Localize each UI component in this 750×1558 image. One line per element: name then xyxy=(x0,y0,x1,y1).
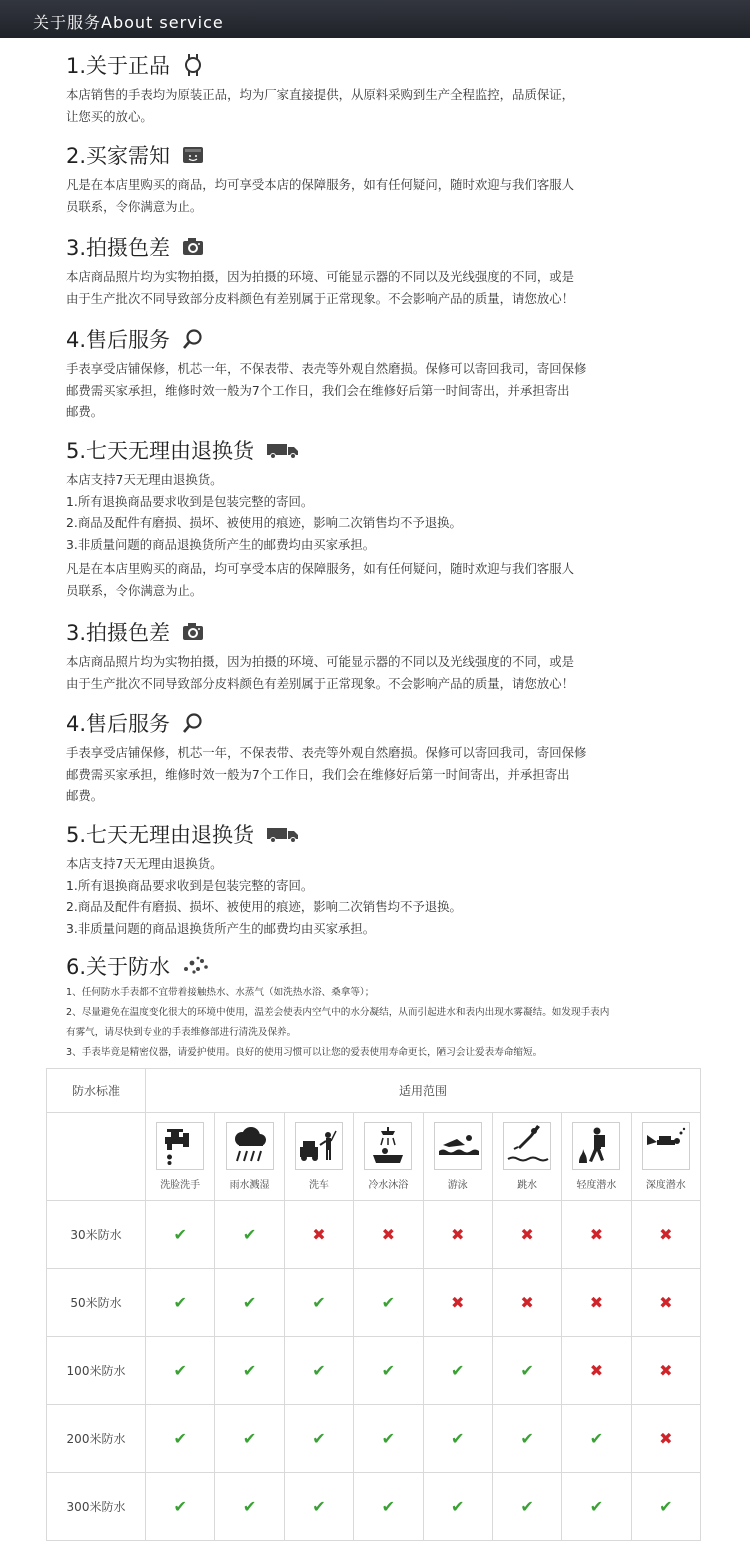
section-title: 4.售后服务 xyxy=(66,712,171,736)
text-line: 1.所有退换商品要求收到是包装完整的寄回。 xyxy=(66,877,314,893)
rating-row xyxy=(47,1269,701,1337)
rating-cell xyxy=(562,1269,631,1337)
check-icon: ✔ xyxy=(589,1497,604,1516)
cross-icon: ✖ xyxy=(659,1225,673,1244)
cross-icon: ✖ xyxy=(450,1225,465,1244)
water-drops-icon xyxy=(182,955,210,977)
blank-cell xyxy=(47,1113,146,1201)
rating-cell xyxy=(492,1337,561,1405)
check-icon: ✔ xyxy=(520,1497,534,1516)
text-line: 本店商品照片均为实物拍摄，因为拍摄的环境、可能显示器的不同以及光线强度的不同，或是 xyxy=(66,654,575,669)
text-line: 本店支持7天无理由退换货。 xyxy=(66,856,223,871)
section-seven-day-return xyxy=(66,437,676,601)
rating-cell xyxy=(423,1473,492,1541)
smile-box-icon xyxy=(182,144,204,166)
activity-cell xyxy=(562,1113,631,1201)
activity-label: 冷水沐浴 xyxy=(368,1180,409,1191)
text-line: 邮费。 xyxy=(66,404,104,419)
rating-cell xyxy=(631,1269,700,1337)
header-title-cn: 关于服务 xyxy=(33,13,102,32)
text-line: 邮费需买家承担，维修时效一般为7个工作日，我们会在维修好后第一时间寄出，并承担寄出 xyxy=(66,766,570,782)
note-line: 有雾气，请尽快到专业的手表维修部进行清洗及保养。 xyxy=(66,1027,297,1038)
search-icon xyxy=(182,712,204,734)
section-title: 6.关于防水 xyxy=(66,955,171,979)
header-standard: 防水标准 xyxy=(47,1069,146,1113)
section-title: 2.买家需知 xyxy=(66,144,171,168)
cross-icon: ✖ xyxy=(659,1361,673,1380)
activity-label: 游泳 xyxy=(447,1180,468,1191)
cross-icon: ✖ xyxy=(381,1225,396,1244)
check-icon: ✔ xyxy=(520,1429,534,1448)
rating-label: 50米防水 xyxy=(47,1269,146,1337)
section-title: 3.拍摄色差 xyxy=(66,236,171,260)
section-after-sales xyxy=(66,326,676,423)
check-icon: ✔ xyxy=(450,1429,465,1448)
check-icon: ✔ xyxy=(242,1293,257,1312)
text-line: 手表享受店铺保修，机芯一年，不保表带、表壳等外观自然磨损。保修可以寄回我司，寄回保修 xyxy=(66,361,587,376)
activity-cell xyxy=(631,1113,700,1201)
cross-icon: ✖ xyxy=(659,1293,673,1312)
check-icon: ✔ xyxy=(659,1497,673,1516)
text-line: 邮费需买家承担，维修时效一般为7个工作日，我们会在维修好后第一时间寄出，并承担寄出 xyxy=(66,382,570,398)
check-icon: ✔ xyxy=(173,1497,187,1516)
header-bar xyxy=(0,0,750,38)
note-line: 3、手表毕竟是精密仪器，请爱护使用。良好的使用习惯可以让您的爱表使用寿命更长，陋习会让爱表寿命缩短。 xyxy=(66,1047,543,1058)
section-waterproof xyxy=(66,953,676,981)
activity-label: 洗脸洗手 xyxy=(160,1180,201,1191)
rating-label: 30米防水 xyxy=(47,1201,146,1269)
check-icon: ✔ xyxy=(381,1361,396,1380)
deep-scuba-icon xyxy=(642,1122,690,1170)
text-line: 手表享受店铺保修，机芯一年，不保表带、表壳等外观自然磨损。保修可以寄回我司，寄回保修 xyxy=(66,745,587,760)
text-line: 2.商品及配件有磨损、损坏、被使用的痕迹，影响二次销售均不予退换。 xyxy=(66,899,462,914)
text-line: 员联系，令你满意为止。 xyxy=(66,582,203,598)
rating-cell xyxy=(492,1473,561,1541)
check-icon: ✔ xyxy=(589,1429,604,1448)
text-line: 让您买的放心。 xyxy=(66,108,153,124)
activity-cell xyxy=(354,1113,423,1201)
activity-cell xyxy=(284,1113,353,1201)
section-color-difference-repeat xyxy=(66,619,676,694)
text-line: 员联系，令你满意为止。 xyxy=(66,198,203,214)
check-icon: ✔ xyxy=(381,1497,396,1516)
rating-cell xyxy=(562,1473,631,1541)
rating-cell xyxy=(215,1201,284,1269)
rating-label: 300米防水 xyxy=(47,1473,146,1541)
check-icon: ✔ xyxy=(173,1225,187,1244)
rating-cell xyxy=(146,1337,215,1405)
activity-label: 雨水溅湿 xyxy=(229,1180,270,1191)
text-line: 凡是在本店里购买的商品，均可享受本店的保障服务，如有任何疑问，随时欢迎与我们客服人 xyxy=(66,177,575,192)
cross-icon: ✖ xyxy=(589,1225,604,1244)
diving-icon xyxy=(503,1122,551,1170)
check-icon: ✔ xyxy=(312,1361,326,1380)
section-title: 1.关于正品 xyxy=(66,54,171,78)
cross-icon: ✖ xyxy=(450,1293,465,1312)
camera-icon xyxy=(182,621,204,643)
activity-cell xyxy=(423,1113,492,1201)
rating-cell xyxy=(631,1405,700,1473)
rating-row xyxy=(47,1337,701,1405)
rating-label: 200米防水 xyxy=(47,1405,146,1473)
section-title: 3.拍摄色差 xyxy=(66,621,171,645)
rating-cell xyxy=(631,1473,700,1541)
cross-icon: ✖ xyxy=(520,1225,534,1244)
check-icon: ✔ xyxy=(450,1361,465,1380)
activity-label: 轻度潜水 xyxy=(576,1180,617,1191)
activity-label: 洗车 xyxy=(308,1180,329,1191)
rating-cell xyxy=(146,1269,215,1337)
text-line: 3.非质量问题的商品退换货所产生的邮费均由买家承担。 xyxy=(66,920,376,936)
text-line: 本店支持7天无理由退换货。 xyxy=(66,472,223,487)
section-after-sales-repeat xyxy=(66,710,676,807)
swimmer-icon xyxy=(434,1122,482,1170)
truck-icon xyxy=(266,439,300,461)
rating-cell xyxy=(423,1201,492,1269)
rating-cell xyxy=(423,1405,492,1473)
check-icon: ✔ xyxy=(520,1361,534,1380)
rating-cell xyxy=(354,1337,423,1405)
shower-icon xyxy=(364,1122,412,1170)
activity-cell xyxy=(215,1113,284,1201)
rating-cell xyxy=(354,1405,423,1473)
section-title: 5.七天无理由退换货 xyxy=(66,823,255,847)
rating-cell xyxy=(284,1201,353,1269)
section-genuine xyxy=(66,52,676,127)
section-seven-day-return-repeat xyxy=(66,821,676,939)
note-line: 1、任何防水手表都不宜带着接触热水、水蒸气（如洗热水浴、桑拿等）； xyxy=(66,987,375,998)
activity-row xyxy=(47,1113,701,1201)
rating-cell xyxy=(631,1201,700,1269)
rain-cloud-icon xyxy=(226,1122,274,1170)
check-icon: ✔ xyxy=(242,1361,257,1380)
rating-row xyxy=(47,1473,701,1541)
cross-icon: ✖ xyxy=(589,1361,604,1380)
section-color-difference xyxy=(66,234,676,309)
rating-cell xyxy=(215,1405,284,1473)
faucet-icon xyxy=(156,1122,204,1170)
rating-cell xyxy=(284,1337,353,1405)
rating-cell xyxy=(146,1473,215,1541)
car-wash-icon xyxy=(295,1122,343,1170)
rating-cell xyxy=(354,1473,423,1541)
rating-cell xyxy=(284,1405,353,1473)
check-icon: ✔ xyxy=(242,1497,257,1516)
rating-cell xyxy=(492,1201,561,1269)
text-line: 本店商品照片均为实物拍摄，因为拍摄的环境、可能显示器的不同以及光线强度的不同，或是 xyxy=(66,269,575,284)
check-icon: ✔ xyxy=(381,1429,396,1448)
activity-label: 跳水 xyxy=(517,1180,538,1191)
note-line: 2、尽量避免在温度变化很大的环境中使用，温差会使表内空气中的水分凝结，从而引起进水和表内出现水雾凝结。如发现手表内 xyxy=(66,1007,610,1018)
text-line: 由于生产批次不同导致部分皮料颜色有差别属于正常现象。不会影响产品的质量，请您放心！ xyxy=(66,290,575,306)
rating-cell xyxy=(423,1337,492,1405)
text-line: 本店销售的手表均为原装正品，均为厂家直接提供，从原料采购到生产全程监控，品质保证， xyxy=(66,87,575,102)
check-icon: ✔ xyxy=(312,1429,326,1448)
rating-cell xyxy=(354,1201,423,1269)
check-icon: ✔ xyxy=(312,1497,326,1516)
check-icon: ✔ xyxy=(450,1497,465,1516)
check-icon: ✔ xyxy=(173,1361,187,1380)
check-icon: ✔ xyxy=(381,1293,396,1312)
rating-row xyxy=(47,1405,701,1473)
section-title: 5.七天无理由退换货 xyxy=(66,439,255,463)
activity-cell xyxy=(492,1113,561,1201)
rating-cell xyxy=(284,1473,353,1541)
check-icon: ✔ xyxy=(242,1225,257,1244)
text-line: 由于生产批次不同导致部分皮料颜色有差别属于正常现象。不会影响产品的质量，请您放心！ xyxy=(66,675,575,691)
watch-icon xyxy=(182,54,204,76)
waterproof-table xyxy=(46,1068,701,1541)
activity-cell xyxy=(146,1113,215,1201)
cross-icon: ✖ xyxy=(659,1429,673,1448)
section-title: 4.售后服务 xyxy=(66,328,171,352)
text-line: 1.所有退换商品要求收到是包装完整的寄回。 xyxy=(66,493,314,509)
rating-cell xyxy=(631,1337,700,1405)
light-scuba-icon xyxy=(572,1122,620,1170)
rating-cell xyxy=(215,1473,284,1541)
text-line: 凡是在本店里购买的商品，均可享受本店的保障服务，如有任何疑问，随时欢迎与我们客服人 xyxy=(66,561,575,576)
rating-cell xyxy=(562,1405,631,1473)
header-title xyxy=(33,10,224,33)
text-line: 3.非质量问题的商品退换货所产生的邮费均由买家承担。 xyxy=(66,536,376,552)
header-title-en: About service xyxy=(101,13,224,32)
rating-cell xyxy=(492,1405,561,1473)
activity-label: 深度潜水 xyxy=(645,1180,686,1191)
check-icon: ✔ xyxy=(173,1429,187,1448)
rating-cell xyxy=(146,1405,215,1473)
check-icon: ✔ xyxy=(312,1293,326,1312)
text-line: 2.商品及配件有磨损、损坏、被使用的痕迹，影响二次销售均不予退换。 xyxy=(66,515,462,530)
rating-cell xyxy=(215,1337,284,1405)
rating-cell xyxy=(354,1269,423,1337)
rating-row xyxy=(47,1201,701,1269)
rating-cell xyxy=(562,1337,631,1405)
waterproof-notes xyxy=(66,983,726,1063)
rating-cell xyxy=(562,1201,631,1269)
camera-icon xyxy=(182,236,204,258)
search-icon xyxy=(182,328,204,350)
cross-icon: ✖ xyxy=(589,1293,604,1312)
text-line: 邮费。 xyxy=(66,788,104,803)
rating-cell xyxy=(423,1269,492,1337)
rating-cell xyxy=(492,1269,561,1337)
cross-icon: ✖ xyxy=(312,1225,326,1244)
truck-icon xyxy=(266,823,300,845)
check-icon: ✔ xyxy=(242,1429,257,1448)
rating-label: 100米防水 xyxy=(47,1337,146,1405)
rating-cell xyxy=(215,1269,284,1337)
section-buyer-notice xyxy=(66,142,676,217)
rating-cell xyxy=(146,1201,215,1269)
header-scope: 适用范围 xyxy=(146,1069,701,1113)
check-icon: ✔ xyxy=(173,1293,187,1312)
cross-icon: ✖ xyxy=(520,1293,534,1312)
rating-cell xyxy=(284,1269,353,1337)
